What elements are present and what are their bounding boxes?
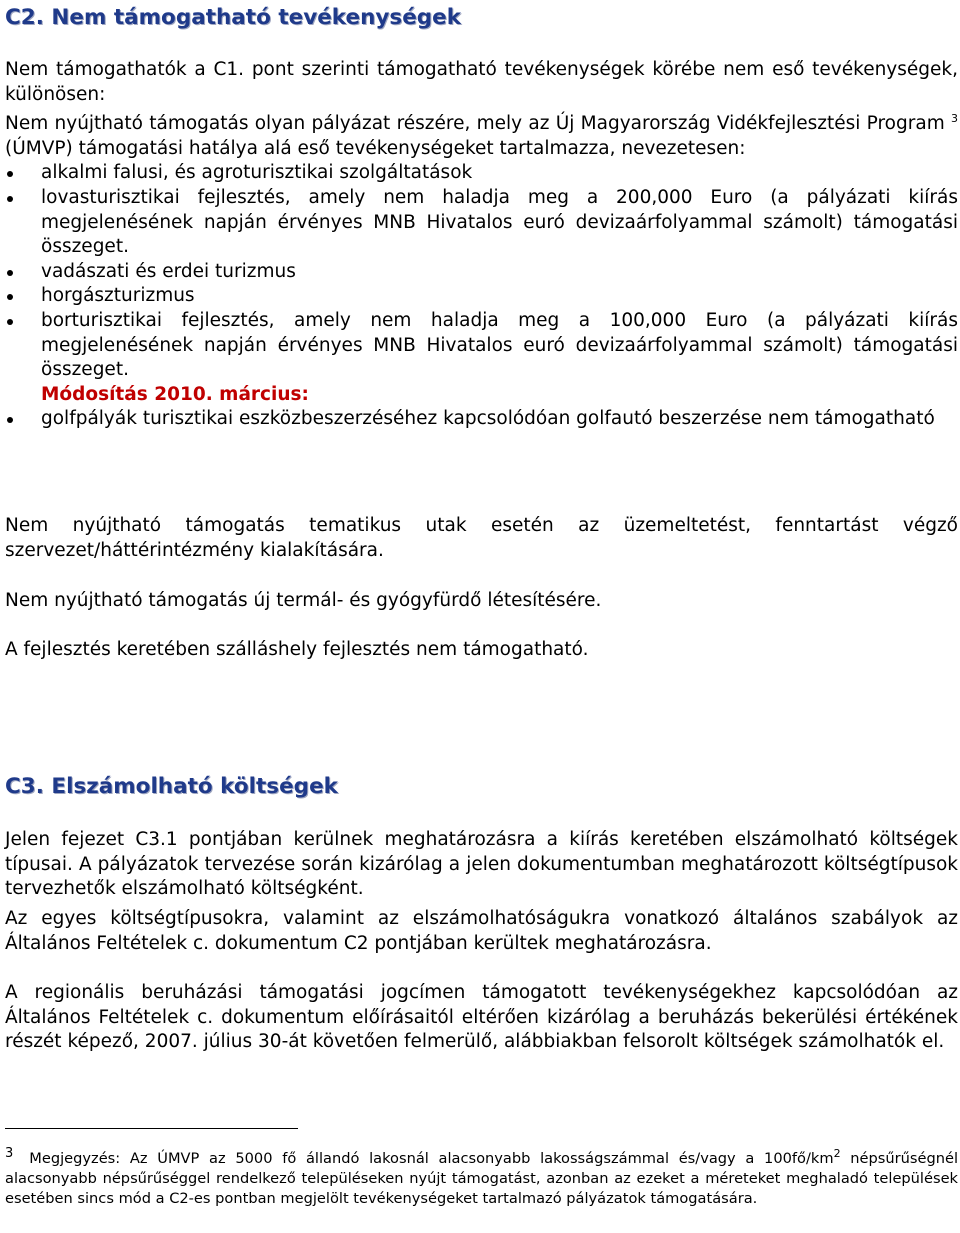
footnote-superscript: 2 [833, 1147, 841, 1161]
footnote [5, 1144, 958, 1209]
c2-thematic-paragraph: Nem nyújtható támogatás tematikus utak esetén az üzemeltetést, fenntartást végző szervezet/háttérintézmény kialakítására. [5, 515, 958, 561]
bullet-icon [7, 196, 13, 202]
footnote-mark: 3 [5, 1146, 14, 1161]
footnote-divider [5, 1128, 298, 1129]
section-heading-c2: C2. Nem támogatható tevékenységek [5, 5, 462, 30]
section-c2-body [5, 58, 958, 432]
list-item [5, 407, 958, 432]
bullet-icon [7, 319, 13, 325]
bullet-icon [7, 270, 13, 276]
list-item-text: horgászturizmus [41, 285, 195, 307]
c2-accommodation-paragraph-block [5, 638, 958, 663]
c2-accommodation-paragraph: A fejlesztés keretében szálláshely fejlesztés nem támogatható. [5, 639, 589, 660]
c3-paragraph-1: Jelen fejezet C3.1 pontjában kerülnek meghatározásra a kiírás keretében elszámolható költségek típusai. A pályázatok tervezése során kizárólag a jelen dokumentumban meghatározott költségtípusok tervezhetők elszámolható költségként. [5, 829, 958, 900]
list-item-text: borturisztikai fejlesztés, amely nem haladja meg a 100,000 Euro (a pályázati kiírás megjelenésének napján érvényes MNB Hivatalos euró devizaárfolyammal számolt) támogatási összeget. [41, 309, 958, 381]
list-item-text: vadászati és erdei turizmus [41, 260, 296, 282]
list-item-text: alkalmi falusi, és agroturisztikai szolgáltatások [41, 162, 473, 184]
c3-paragraph-3: A regionális beruházási támogatási jogcímen támogatott tevékenységekhez kapcsolódóan az Általános Feltételek c. dokumentum előírásaitól eltérően kizárólag a beruházás bekerülési értékének részét képező, 2007. július 30-át követően felmerülő, alábbiakban felsorolt költségek számolhatók el. [5, 982, 958, 1053]
c3-paragraph-3-block [5, 981, 958, 1055]
c2-umvp-text-a: Nem nyújtható támogatás olyan pályázat részére, mely az Új Magyarország Vidékfejlesztési Program [5, 113, 945, 135]
c2-thermal-paragraph-block [5, 589, 958, 614]
list-item-text: golfpályák turisztikai eszközbeszerzéséhez kapcsolódóan golfautó beszerzése nem támogatható [41, 408, 935, 430]
list-item-text: lovasturisztikai fejlesztés, amely nem haladja meg a 200,000 Euro (a pályázati kiírás megjelenésének napján érvényes MNB Hivatalos euró devizaárfolyammal számolt) támogatási összeget. [41, 186, 958, 258]
footnote-reference[interactable]: 3 [951, 112, 958, 126]
bullet-icon [7, 417, 13, 423]
list-item [5, 284, 958, 309]
c3-paragraph-2: Az egyes költségtípusokra, valamint az elszámolhatóságukra vonatkozó általános szabályok az Általános Feltételek c. dokumentum C2 pontjában kerültek meghatározásra. [5, 908, 958, 954]
list-item [5, 186, 958, 260]
bullet-icon [7, 171, 13, 177]
c3-paragraph-1-block [5, 828, 958, 902]
c2-bullet-list-after-note [5, 407, 958, 432]
c2-thermal-paragraph: Nem nyújtható támogatás új termál- és gyógyfürdő létesítésére. [5, 590, 602, 611]
footnote-text-b: népsűrűségnél alacsonyabb népsűrűséggel rendelkező településeken nyújt támogatást, azonban az ezeket a méreteket meghaladó települések esetében sincs mód a C2-es pontban megjelölt tevékenységeket tartalmazó pályázatok támogatására. [5, 1150, 958, 1207]
c2-intro-paragraph: Nem támogathatók a C1. pont szerinti támogatható tevékenységek körébe nem eső tevékenységek, különösen: [5, 59, 958, 105]
bullet-icon [7, 294, 13, 300]
section-heading-c3: C3. Elszámolható költségek [5, 774, 338, 799]
list-item [5, 309, 958, 383]
footnote-text-a: Megjegyzés: Az ÚMVP az 5000 fő állandó lakosnál alacsonyabb lakosságszámmal és/vagy a 100fő/km [29, 1150, 834, 1167]
c3-paragraph-2-block [5, 907, 958, 956]
modification-note: Módosítás 2010. március: [41, 383, 309, 405]
c2-bullet-list [5, 161, 958, 382]
c2-thematic-paragraph-block [5, 514, 958, 563]
c2-umvp-text-b: (ÚMVP) támogatási hatálya alá eső tevékenységeket tartalmazza, nevezetesen: [5, 137, 746, 159]
list-item [5, 260, 958, 285]
list-item [5, 161, 958, 186]
c2-umvp-paragraph [5, 112, 958, 161]
